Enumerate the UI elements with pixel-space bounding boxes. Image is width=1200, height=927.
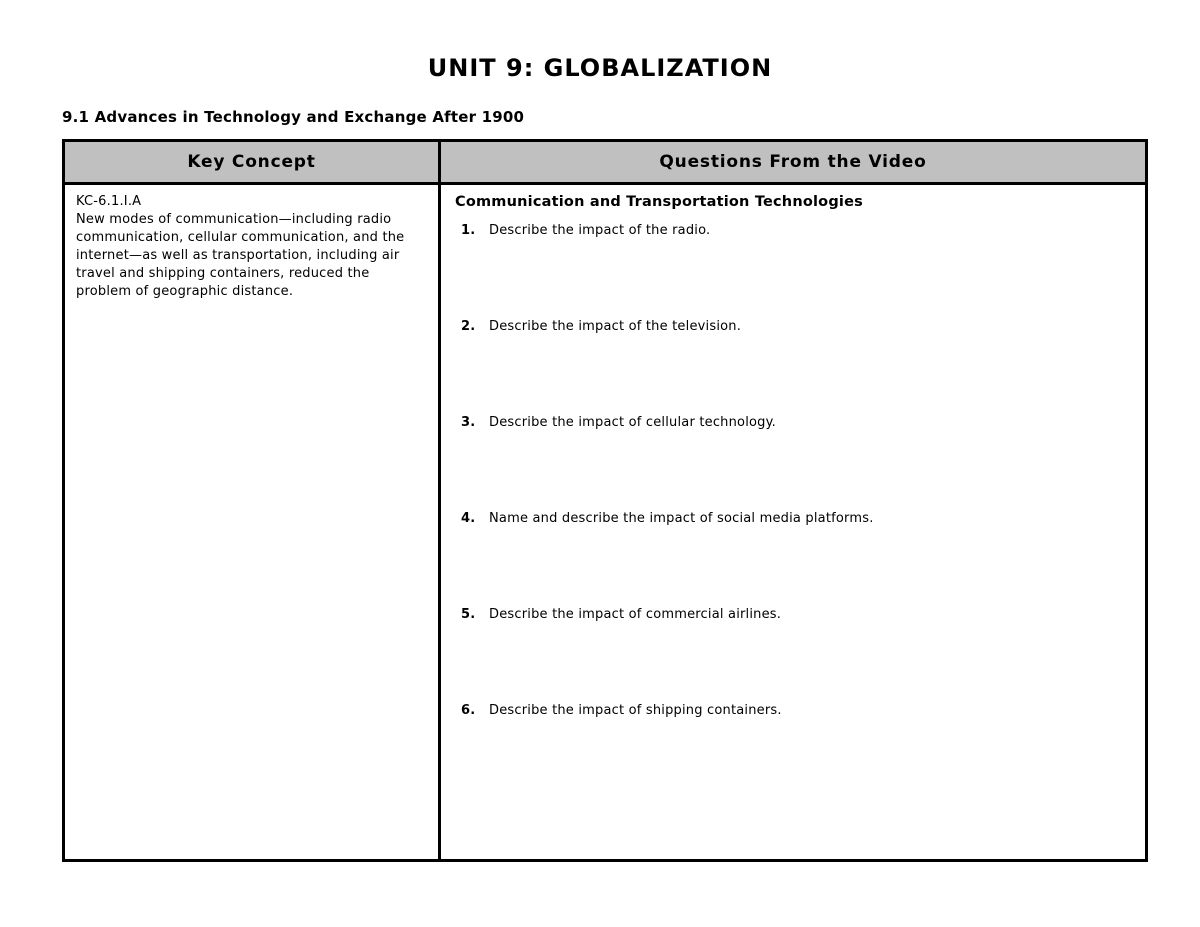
question-item [455, 607, 1131, 703]
question-number: 4. [461, 511, 476, 526]
key-concept-code: KC-6.1.I.A [76, 194, 142, 209]
page-title: UNIT 9: GLOBALIZATION [427, 54, 773, 82]
question-text: Name and describe the impact of social media platforms. [489, 511, 874, 526]
question-number: 5. [461, 607, 476, 622]
header-questions: Questions From the Video [659, 152, 927, 172]
question-item [455, 703, 1131, 799]
question-number: 1. [461, 223, 476, 238]
key-concept-text: New modes of communication—including radio communication, cellular communication, and the internet—as well as transportation, including air travel and shipping containers, reduced the problem of geographic distance. [76, 211, 405, 299]
question-text: Describe the impact of the television. [489, 319, 742, 334]
question-number: 3. [461, 415, 476, 430]
question-item [455, 415, 1131, 511]
question-item [455, 319, 1131, 415]
question-item [455, 223, 1131, 319]
key-concept-cell [65, 185, 441, 859]
table-body-row [65, 185, 1145, 859]
table-header-row [65, 142, 1145, 185]
question-item [455, 511, 1131, 607]
question-number: 6. [461, 703, 476, 718]
questions-cell [441, 185, 1145, 859]
question-text: Describe the impact of shipping containers. [489, 703, 782, 718]
question-text: Describe the impact of cellular technology. [489, 415, 776, 430]
header-key-concept: Key Concept [65, 142, 441, 182]
worksheet-table [62, 139, 1148, 862]
question-text: Describe the impact of commercial airlines. [489, 607, 782, 622]
question-number: 2. [461, 319, 476, 334]
questions-section-heading: Communication and Transportation Technologies [455, 194, 863, 210]
question-text: Describe the impact of the radio. [489, 223, 711, 238]
section-subtitle: 9.1 Advances in Technology and Exchange After 1900 [62, 108, 525, 126]
